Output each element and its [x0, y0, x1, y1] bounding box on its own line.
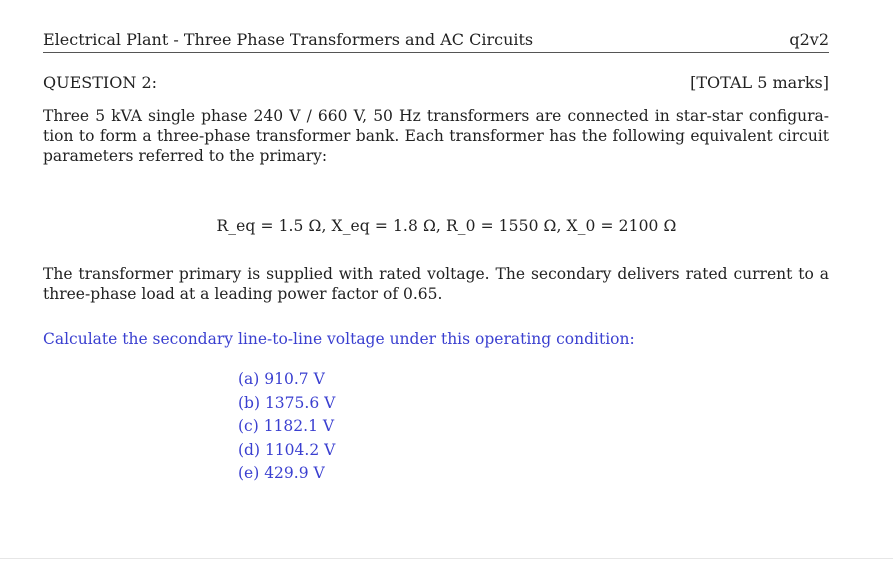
question-marks: [TOTAL 5 marks]: [690, 73, 829, 92]
page-divider: [0, 558, 893, 559]
parameter-equation: [0, 217, 893, 235]
header-code: q2v2: [789, 30, 829, 49]
answer-option-a[interactable]: (a) 910.7 V: [238, 370, 325, 388]
question-label: QUESTION 2:: [43, 73, 158, 92]
answer-option-c[interactable]: (c) 1182.1 V: [238, 417, 335, 435]
header-title: Electrical Plant - Three Phase Transformers and AC Circuits: [43, 30, 534, 49]
operating-condition: The transformer primary is supplied with rated voltage. The secondary delivers rated current to a three-phase load at a leading power factor of 0.65.: [43, 265, 829, 303]
answer-option-d[interactable]: (d) 1104.2 V: [238, 440, 336, 459]
question-prompt: Calculate the secondary line-to-line voltage under this operating condition:: [43, 330, 635, 348]
page-header: [43, 30, 829, 53]
answer-option-b[interactable]: (b) 1375.6 V: [238, 393, 336, 412]
answer-option-e[interactable]: (e) 429.9 V: [238, 464, 325, 482]
question-heading: [43, 73, 829, 92]
question-intro: Three 5 kVA single phase 240 V / 660 V, 50 Hz transformers are connected in star-star configura- tion to form a three-phase transformer bank. Each transformer has the following equivalent circuit parameters referred to the primary:: [43, 107, 829, 165]
equation-text: R_eq = 1.5 Ω, X_eq = 1.8 Ω, R_0 = 1550 Ω, X_0 = 2100 Ω: [216, 217, 677, 235]
answer-options: [238, 368, 335, 486]
